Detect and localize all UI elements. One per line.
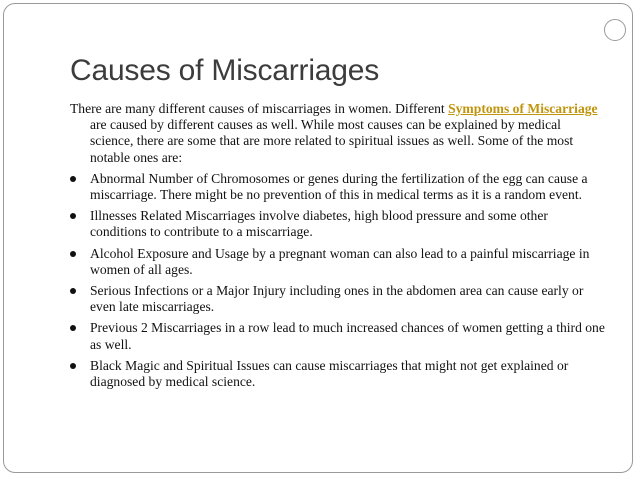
bullet-text: Serious Infections or a Major Injury including ones in the abdomen area can cause early or even late miscarriages.	[90, 283, 584, 315]
bullet-text: Previous 2 Miscarriages in a row lead to much increased chances of women getting a third one as well.	[90, 320, 605, 352]
list-item	[70, 283, 605, 315]
bullet-text: Illnesses Related Miscarriages involve diabetes, high blood pressure and some other conditions to contribute to a miscarriage.	[90, 208, 548, 240]
intro-text-before: There are many different causes of miscarriages in women. Different	[70, 101, 449, 116]
intro-paragraph	[70, 101, 605, 166]
intro-text-after: are caused by different causes as well. While most causes can be explained by medical science, there are some that are more related to spiritual issues as well. Some of the most notable ones are:	[90, 117, 574, 165]
slide-content	[70, 101, 605, 395]
symptoms-of-miscarriage-link[interactable]: Symptoms of Miscarriage	[448, 101, 598, 116]
bullet-icon	[70, 325, 76, 331]
list-item	[70, 171, 605, 203]
bullet-icon	[70, 251, 76, 257]
bullet-icon	[70, 288, 76, 294]
list-item	[70, 246, 605, 278]
bullet-text: Alcohol Exposure and Usage by a pregnant woman can also lead to a painful miscarriage in women of all ages.	[90, 245, 590, 277]
list-item	[70, 320, 605, 352]
slide-title: Causes of Miscarriages	[70, 54, 380, 87]
bullet-text: Abnormal Number of Chromosomes or genes during the fertilization of the egg can cause a miscarriage. There might be no prevention of this in medical terms as it is a random event.	[90, 170, 588, 203]
bullet-text: Black Magic and Spiritual Issues can cause miscarriages that might not get explained or diagnosed by medical science.	[90, 357, 569, 390]
bullet-icon	[70, 213, 76, 219]
list-item	[70, 358, 605, 390]
bullet-icon	[70, 176, 76, 182]
corner-circle-decoration	[604, 19, 626, 41]
causes-list	[70, 171, 605, 390]
list-item	[70, 208, 605, 240]
bullet-icon	[70, 363, 76, 369]
